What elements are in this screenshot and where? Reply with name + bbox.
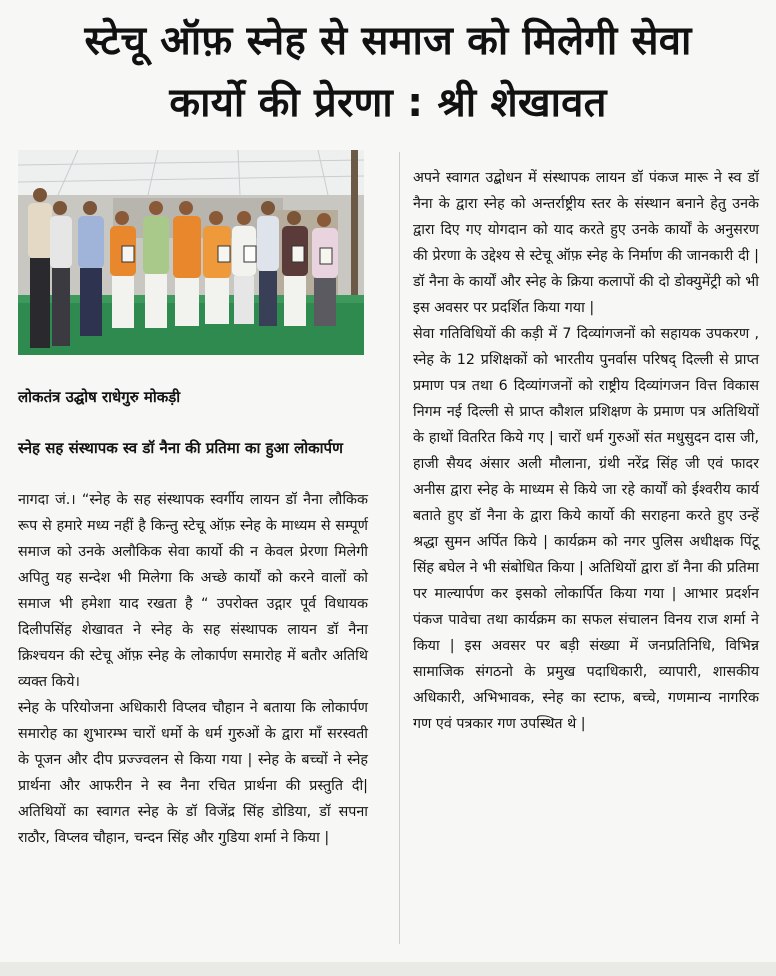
headline-line-1: स्टेचू ऑफ़ स्नेह से समाज को मिलेगी सेवा (84, 18, 692, 64)
column-divider (399, 152, 400, 944)
column-1-paragraph-1: नागदा जं.। “स्नेह के सह संस्थापक स्वर्गीय लायन डॉ नैना लौकिक रूप से हमारे मध्य नहीं है किन्तु स्टेचू ऑफ़ स्नेह के माध्यम से सम्पूर्ण समाज को उनके अलौकिक सेवा कार्यो की न केवल प्रेरणा मिलेगी अपितु यह सन्देश भी मिलेगा कि अच्छे कार्यों को करने वालों को समाज भी हमेशा याद रखता है “ उपरोक्त उद्गार पूर्व विधायक दिलीपसिंह शेखावत ने स्नेह के सह संस्थापक लायन डॉ नैना क्रिश्चयन की स्टेचू ऑफ़ स्नेह के लोकार्पण समारोह में बतौर अतिथि व्यक्त किये। (18, 492, 368, 690)
bottom-edge (0, 962, 776, 976)
photo-canopy (18, 150, 364, 195)
headline-line-2: कार्यो की प्रेरणा : श्री शेखावत (169, 80, 607, 126)
column-1-paragraph-2: स्नेह के परियोजना अधिकारी विप्लव चौहान ने बताया कि लोकार्पण समारोह का शुभारम्भ चारों धर्मो के धर्म गुरुओं के द्वारा माँ सरस्वती के पूजन और दीप प्रज्ज्वलन से किया गया | स्नेह के बच्चों ने स्नेह प्रार्थना और आफरीन ने स्व नैना रचित प्रार्थना की प्रस्तुति दी| अतिथियों का स्वागत स्नेह के डॉ विजेंद्र सिंह डोडिया, डॉ सपना राठौर, विप्लव चौहान, चन्दन सिंह और गुडिया शर्मा ने किया | (18, 700, 368, 846)
column-2-paragraph-2: सेवा गतिविधियों की कड़ी में 7 दिव्यांगजनों को सहायक उपकरण , स्नेह के 12 प्रशिक्षकों को भारतीय पुनर्वास परिषद् दिल्ली से प्राप्त प्रमाण पत्र तथा 6 दिव्यांगजनों को राष्ट्रीय दिव्यांगजन वित्त विकास निगम नई दिल्ली से प्राप्त कौशल प्रशिक्षण के प्रमाण पत्र अतिथियों के हाथों वितरित किये गए | चारों धर्म गुरुओं संत मधुसुदन दास जी, हाजी सैयद अंसार अली मौलाना, ग्रंथी नरेंद्र सिंह जी एवं फादर अनीस द्वारा स्नेह के माध्यम से किये जा रहे कार्यों को ईश्वरीय कार्य बताते हुए डॉ नैना के द्वारा किये कार्यो की सराहना करते हुए उन्हें श्रद्धा सुमन अर्पित किये | कार्यक्रम को नगर पुलिस अधीक्षक पिंटू सिंह बघेल ने भी संबोधित किया | अतिथियों द्वारा डॉ नैना की प्रतिमा पर माल्यार्पण कर इसको लोकार्पित किया गया | आभार प्रदर्शन पंकज पावेचा तथा कार्यक्रम का सफल संचालन विनय राज शर्मा ने किया | इस अवसर पर बड़ी संख्या में जनप्रतिनिधि, विभिन्न सामाजिक संगठनो के प्रमुख पदाधिकारी, व्यापारी, शासकीय अधिकारी, अभिभावक, स्नेह का स्टाफ, बच्चे, गणमान्य नागरिक गण एवं पत्रकार गण उपस्थित थे | (413, 326, 759, 732)
event-photo-illustration (18, 150, 364, 355)
event-photo (18, 150, 364, 355)
subheadline: स्नेह सह संस्थापक स्व डॉ नैना की प्रतिमा का हुआ लोकार्पण (18, 439, 343, 457)
byline: लोकतंत्र उद्घोष राधेगुरु मोकड़ी (18, 388, 181, 406)
column-2-paragraph-1: अपने स्वागत उद्बोधन में संस्थापक लायन डॉ पंकज मारू ने स्व डॉ नैना के द्वारा स्नेह को अन्तर्राष्ट्रीय स्तर के संस्थान बनाने हेतु उनके द्वारा दिए गए योगदान को याद करते हुए उनके कार्यों के अनुसरण की प्रेरणा के उद्देश्य से स्टेचू ऑफ़ स्नेह के निर्माण की जानकारी दी | डॉ नैना के कार्यों और स्नेह के क्रिया कलापों की दो डोक्युमेंट्री को भी इस अवसर पर प्रदर्शित किया गया | (413, 170, 759, 316)
article-column-1 (18, 487, 368, 851)
article-column-2 (413, 165, 759, 737)
headline (8, 10, 768, 134)
